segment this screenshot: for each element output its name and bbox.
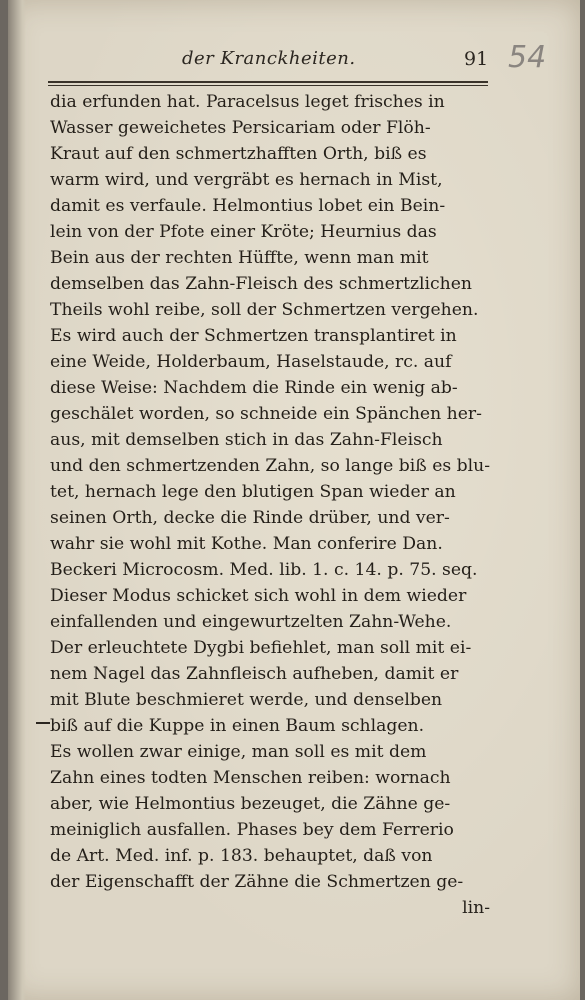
- text-line: lein von der Pfote einer Kröte; Heurnius das: [50, 222, 437, 242]
- text-line: dia erfunden hat. Paracelsus leget frisches in: [50, 92, 445, 112]
- text-line: Zahn eines todten Menschen reiben: wornach: [50, 768, 451, 788]
- page-header: [52, 40, 547, 78]
- pencil-annotation: 54: [508, 40, 547, 75]
- text-line: damit es verfaule. Helmontius lobet ein Bein-: [50, 196, 446, 216]
- margin-dash-mark: [36, 722, 50, 724]
- book-page: [8, 0, 580, 1000]
- text-line: nem Nagel das Zahnfleisch aufheben, damit er: [50, 664, 459, 684]
- text-line: Beckeri Microcosm. Med. lib. 1. c. 14. p. 75. seq.: [50, 560, 478, 580]
- text-line: wahr sie wohl mit Kothe. Man conferire Dan.: [50, 534, 443, 554]
- text-line: de Art. Med. inf. p. 183. behauptet, daß von: [50, 846, 433, 866]
- text-line: eine Weide, Holderbaum, Haselstaude, rc. auf: [50, 352, 452, 372]
- page-number: 91: [464, 48, 489, 70]
- running-title: der Kranckheiten.: [182, 48, 356, 69]
- text-line: und den schmertzenden Zahn, so lange biß es blu-: [50, 456, 490, 476]
- catchword: lin-: [462, 898, 490, 918]
- body-text: [50, 89, 490, 921]
- header-rule: [48, 81, 488, 83]
- text-line: Wasser geweichetes Persicariam oder Flöh-: [50, 118, 431, 138]
- text-line: biß auf die Kuppe in einen Baum schlagen.: [50, 716, 425, 736]
- text-line: demselben das Zahn-Fleisch des schmertzlichen: [50, 274, 472, 294]
- text-line: seinen Orth, decke die Rinde drüber, und ver-: [50, 508, 450, 528]
- text-line: Es wollen zwar einige, man soll es mit dem: [50, 742, 427, 762]
- text-line: Dieser Modus schicket sich wohl in dem wieder: [50, 586, 467, 606]
- text-line: einfallenden und eingewurtzelten Zahn-Wehe.: [50, 612, 452, 632]
- text-line: Bein aus der rechten Hüffte, wenn man mit: [50, 248, 429, 268]
- text-line: der Eigenschafft der Zähne die Schmertzen ge-: [50, 872, 464, 892]
- text-line: aus, mit demselben stich in das Zahn-Fleisch: [50, 430, 443, 450]
- text-line: meiniglich ausfallen. Phases bey dem Ferrerio: [50, 820, 454, 840]
- text-line: geschälet worden, so schneide ein Spänchen her-: [50, 404, 482, 424]
- text-line: warm wird, und vergräbt es hernach in Mist,: [50, 170, 443, 190]
- page-gutter: [8, 0, 26, 1000]
- text-line: Der erleuchtete Dygbi befiehlet, man soll mit ei-: [50, 638, 472, 658]
- text-line: mit Blute beschmieret werde, und denselben: [50, 690, 443, 710]
- header-rule-thin: [48, 85, 488, 86]
- text-line: diese Weise: Nachdem die Rinde ein wenig ab-: [50, 378, 458, 398]
- text-line: aber, wie Helmontius bezeuget, die Zähne ge-: [50, 794, 451, 814]
- text-line: tet, hernach lege den blutigen Span wieder an: [50, 482, 456, 502]
- text-line: Es wird auch der Schmertzen transplantiret in: [50, 326, 457, 346]
- text-line: Kraut auf den schmertzhafften Orth, biß es: [50, 144, 427, 164]
- text-line: Theils wohl reibe, soll der Schmertzen vergehen.: [50, 300, 479, 320]
